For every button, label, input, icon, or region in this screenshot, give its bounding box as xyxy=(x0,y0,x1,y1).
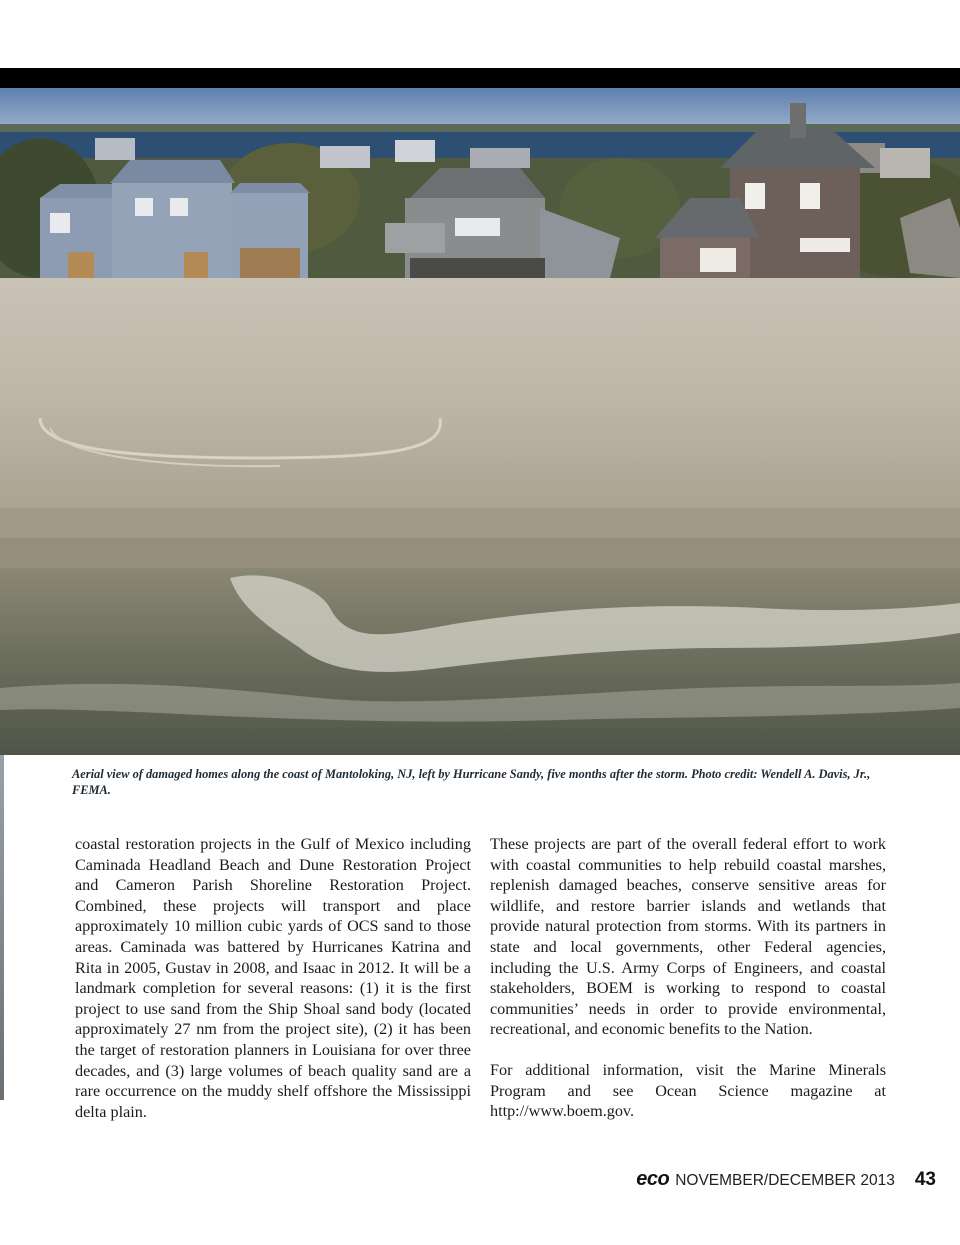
photo-caption: Aerial view of damaged homes along the coast of Mantoloking, NJ, left by Hurricane Sandy, five months after the storm. Photo credit: Wendell A. Davis, Jr., FEMA. xyxy=(72,767,871,797)
top-black-bar xyxy=(0,68,960,88)
article-paragraph: These projects are part of the overall federal effort to work with coastal communities to help rebuild coastal marshes, replenish damaged beaches, conserve sensitive areas for wildlife, and restore barrier islands and wetlands that provide natural protection from storms. With its partners in state and local governments, other Federal agencies, including the U.S. Army Corps of Engineers, and coastal stakeholders, BOEM is working to respond to coastal communities’ needs in order to provide environmental, recreational, and economic benefits to the Nation. xyxy=(490,835,886,1039)
page-footer xyxy=(636,1168,936,1192)
aerial-photo xyxy=(0,88,960,755)
article-paragraph: For additional information, visit the Marine Minerals Program and see Ocean Science magazine at http://www.boem.gov. xyxy=(490,1060,886,1121)
magazine-name: eco xyxy=(636,1168,670,1190)
page-number: 43 xyxy=(914,1169,936,1190)
article-paragraph: coastal restoration projects in the Gulf of Mexico including Caminada Headland Beach and Dune Restoration Project and Cameron Parish Shoreline Restoration Project. Combined, these projects will transport and place approximately 10 million cubic yards of OCS sand to those areas. Caminada was battered by Hurricanes Katrina and Rita in 2005, Gustav in 2008, and Isaac in 2012. It will be a landmark completion for several reasons: (1) it is the first project to use sand from the Ship Shoal sand body (located approximately 27 nm from the project site), (2) it has been the target of restoration planners in Louisiana for over three decades, and (3) large volumes of beach quality sand are a rare occurrence on the muddy shelf offshore the Mississippi delta plain. xyxy=(75,835,471,1121)
article-column-right xyxy=(490,834,886,1122)
article-column-left xyxy=(75,834,471,1122)
issue-date: NOVEMBER/DECEMBER 2013 xyxy=(675,1172,895,1189)
page-edge-strip xyxy=(0,755,4,1100)
